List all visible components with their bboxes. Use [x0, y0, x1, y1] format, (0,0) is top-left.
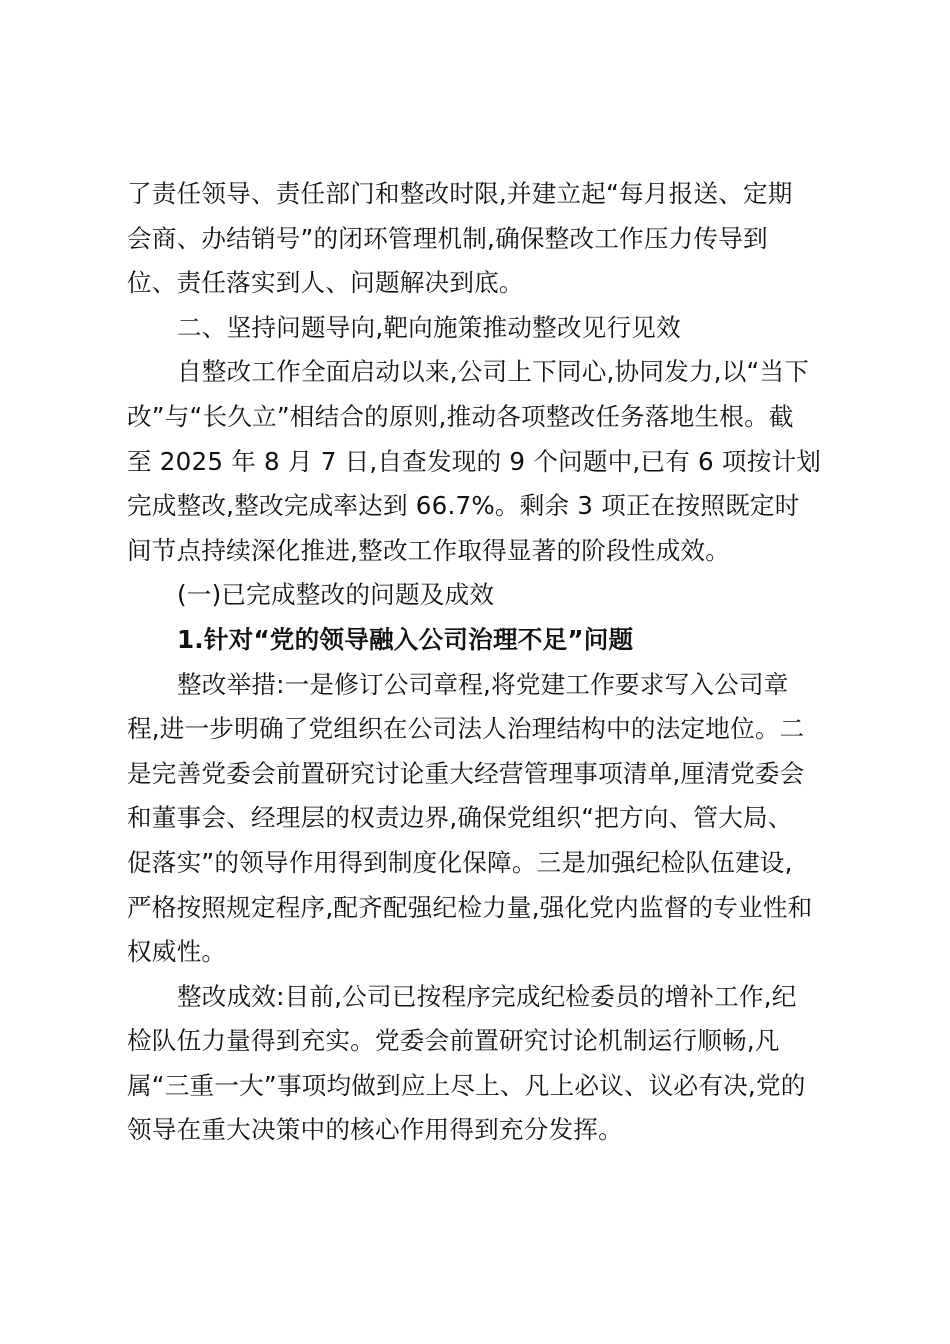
text-line: 完成整改,整改完成率达到 66.7%。剩余 3 项正在按照既定时	[127, 491, 800, 521]
text-line: 检队伍力量得到充实。党委会前置研究讨论机制运行顺畅,凡	[127, 1026, 780, 1056]
text-line: 了责任领导、责任部门和整改时限,并建立起“每月报送、定期	[127, 179, 793, 208]
text-line: 整改举措:一是修订公司章程,将党建工作要求写入公司章	[177, 669, 789, 699]
text-line: 领导在重大决策中的核心作用得到充分发挥。	[127, 1115, 623, 1145]
text-line: (一)已完成整改的问题及成效	[177, 580, 495, 610]
text-line: 和董事会、经理层的权责边界,确保党组织“把方向、管大局、	[127, 803, 793, 833]
text-line: 自整改工作全面启动以来,公司上下同心,协同发力,以“当下	[177, 357, 810, 387]
text-line: 改”与“长久立”相结合的原则,推动各项整改任务落地生根。截	[127, 401, 794, 431]
text-line: 位、责任落实到人、问题解决到底。	[127, 268, 524, 298]
text-line: 严格按照规定程序,配齐配强纪检力量,强化党内监督的专业性和	[127, 892, 813, 922]
text-line: 权威性。	[127, 937, 227, 967]
text-line: 程,进一步明确了党组织在公司法人治理结构中的法定地位。二	[127, 714, 805, 744]
text-line: 二、坚持问题导向,靶向施策推动整改见行见效	[177, 312, 681, 342]
text-line: 会商、办结销号”的闭环管理机制,确保整改工作压力传导到	[127, 223, 768, 253]
text-line: 是完善党委会前置研究讨论重大经营管理事项清单,厘清党委会	[127, 758, 805, 788]
text-line: 促落实”的领导作用得到制度化保障。三是加强纪检队伍建设,	[127, 847, 793, 877]
section-heading-line: 1.针对“党的领导融入公司治理不足”问题	[177, 624, 634, 654]
text-line: 间节点持续深化推进,整改工作取得显著的阶段性成效。	[127, 535, 731, 565]
document-body	[127, 172, 837, 1153]
text-line: 整改成效:目前,公司已按程序完成纪检委员的增补工作,纪	[177, 981, 797, 1011]
text-line: 属“三重一大”事项均做到应上尽上、凡上必议、议必有决,党的	[127, 1070, 806, 1100]
text-line: 至 2025 年 8 月 7 日,自查发现的 9 个问题中,已有 6 项按计划	[127, 446, 822, 476]
